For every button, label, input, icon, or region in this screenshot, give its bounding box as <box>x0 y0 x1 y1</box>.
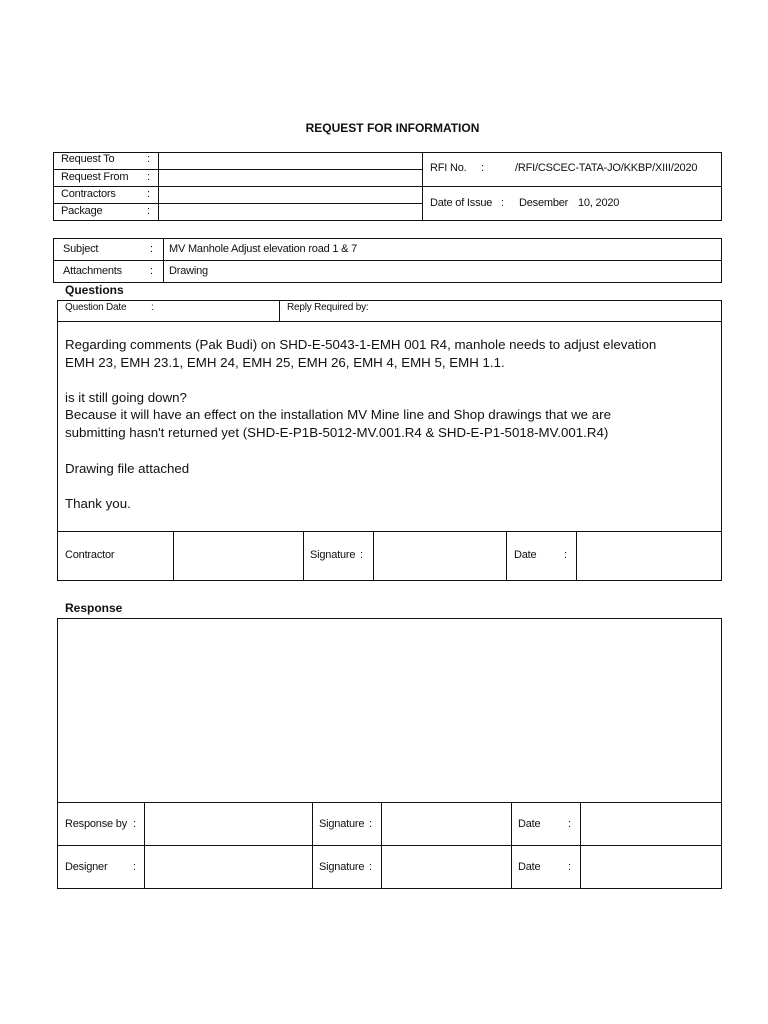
date-of-issue-day: 10, 2020 <box>578 197 620 209</box>
contractor-label: Contractor <box>65 549 115 561</box>
response-signature-colon: : <box>369 818 372 830</box>
designer-colon: : <box>133 861 136 873</box>
question-line-1: Regarding comments (Pak Budi) on SHD-E-5043-1-EMH 001 R4, manhole needs to adjust elevation <box>65 337 657 352</box>
request-to-colon: : <box>147 153 150 165</box>
rfi-no-value: /RFI/CSCEC-TATA-JO/KKBP/XIII/2020 <box>515 162 698 174</box>
questions-heading: Questions <box>65 283 124 297</box>
document-title: REQUEST FOR INFORMATION <box>305 121 480 135</box>
contractors-colon: : <box>147 188 150 200</box>
response-by-colon: : <box>133 818 136 830</box>
response-date-label: Date <box>518 818 541 830</box>
date-of-issue-colon: : <box>501 197 504 209</box>
date-of-issue-label: Date of Issue <box>430 197 493 209</box>
response-signature-label: Signature <box>319 818 365 830</box>
package-label: Package <box>61 205 103 217</box>
subject-value: MV Manhole Adjust elevation road 1 & 7 <box>169 243 358 255</box>
reply-required-label: Reply Required by: <box>287 302 369 313</box>
attachments-label: Attachments <box>63 265 122 277</box>
request-to-label: Request To <box>61 153 115 165</box>
attachments-value: Drawing <box>169 265 208 277</box>
response-date-colon: : <box>568 818 571 830</box>
question-line-7: Thank you. <box>65 496 131 511</box>
question-line-2: EMH 23, EMH 23.1, EMH 24, EMH 25, EMH 26, EMH 4, EMH 5, EMH 1.1. <box>65 355 505 370</box>
response-by-label: Response by <box>65 818 128 830</box>
question-line-5: submitting hasn't returned yet (SHD-E-P1B-5012-MV.001.R4 & SHD-E-P1-5018-MV.001.R4) <box>65 425 609 440</box>
designer-date-colon: : <box>568 861 571 873</box>
rfi-no-label: RFI No. <box>430 162 467 174</box>
question-date-field-label: Date <box>514 549 537 561</box>
rfi-no-colon: : <box>481 162 484 174</box>
subject-label: Subject <box>63 243 99 255</box>
question-signature-label: Signature <box>310 549 356 561</box>
response-block <box>57 618 722 889</box>
subject-colon: : <box>150 243 153 255</box>
question-date-label: Question Date <box>65 302 127 313</box>
package-colon: : <box>147 205 150 217</box>
designer-signature-colon: : <box>369 861 372 873</box>
contractors-label: Contractors <box>61 188 116 200</box>
date-of-issue-month: Desember <box>519 197 569 209</box>
designer-date-label: Date <box>518 861 541 873</box>
question-line-3: is it still going down? <box>65 390 187 405</box>
response-heading: Response <box>65 601 123 615</box>
question-date-colon: : <box>151 302 154 313</box>
question-signature-colon: : <box>360 549 363 561</box>
question-line-6: Drawing file attached <box>65 461 190 476</box>
designer-signature-label: Signature <box>319 861 365 873</box>
designer-label: Designer <box>65 861 108 873</box>
question-date-field-colon: : <box>564 549 567 561</box>
request-from-label: Request From <box>61 171 129 183</box>
attachments-colon: : <box>150 265 153 277</box>
request-from-colon: : <box>147 171 150 183</box>
question-line-4: Because it will have an effect on the installation MV Mine line and Shop drawings that we are <box>65 407 611 422</box>
